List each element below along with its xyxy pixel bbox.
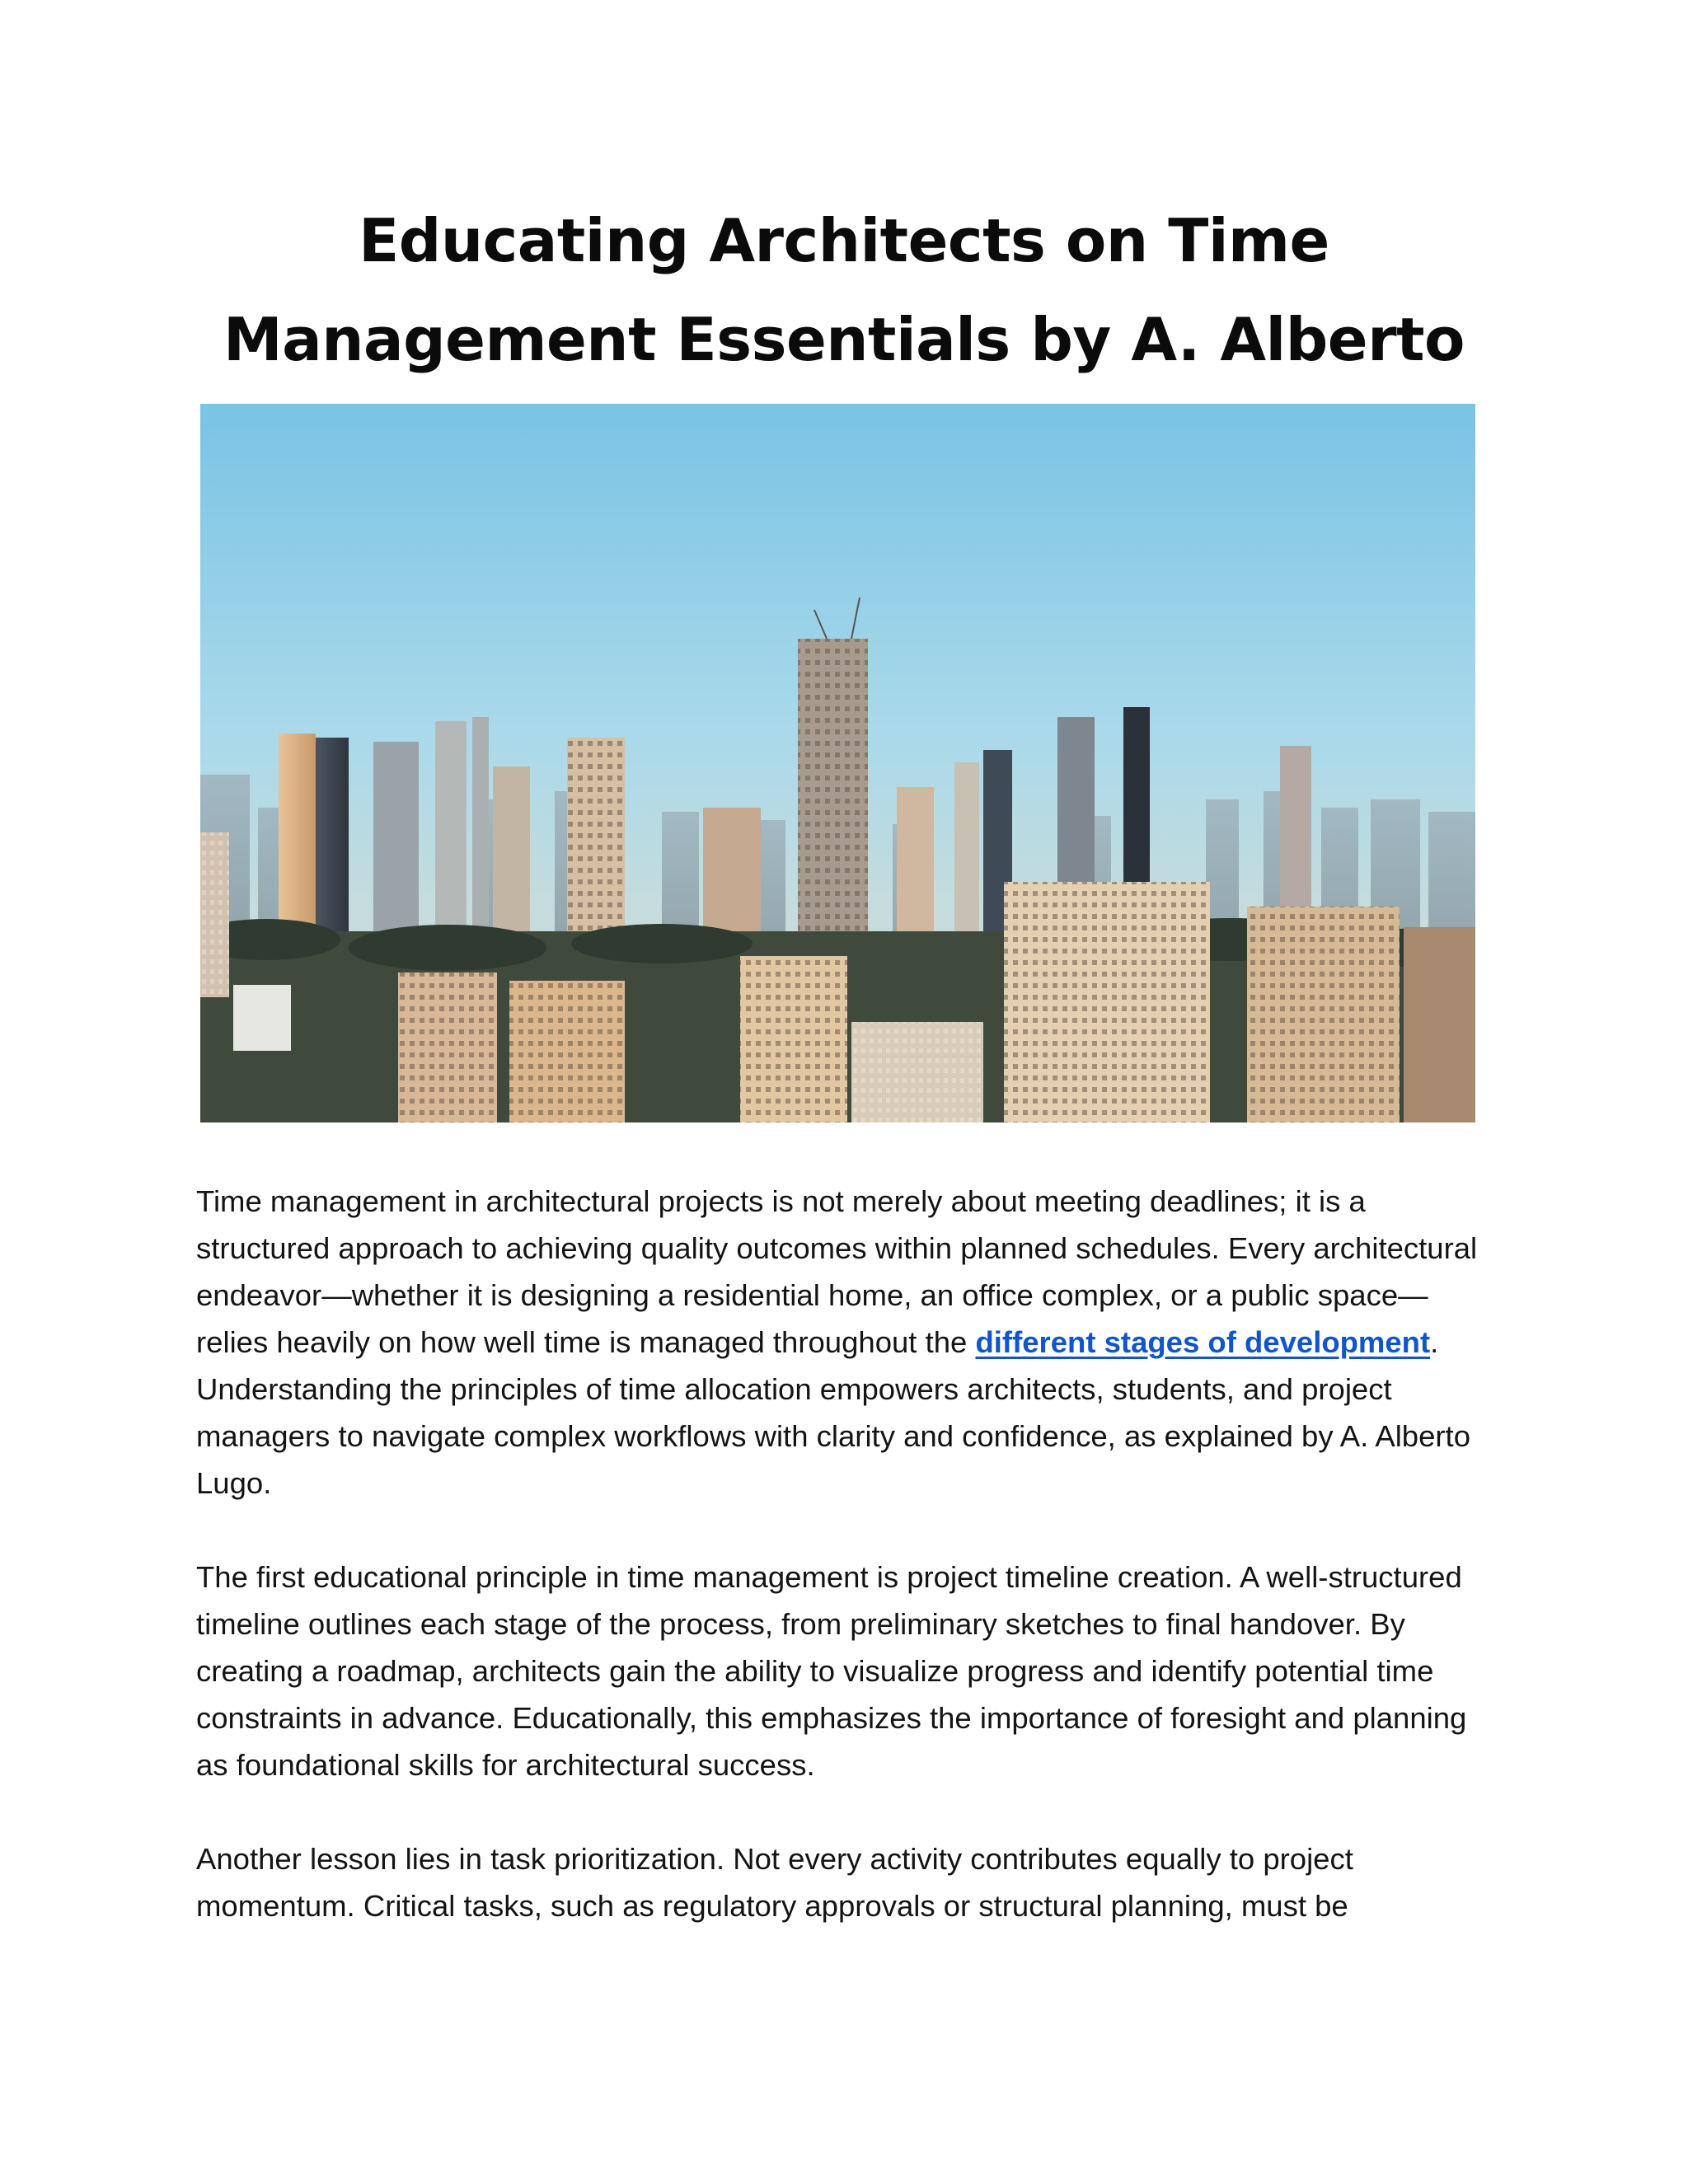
page-title: Educating Architects on Time Management Essentials by A. Alberto	[223, 206, 1465, 374]
paragraph-intro-text-before: Time management in architectural projects is not merely about meeting deadlines; it is a structured approach to achieving quality outcomes within planned schedules. Every architectural endeavor—whether it is designing a residential home, an office complex, or a public space—relies heavily on how well time is managed throughout the	[196, 1184, 1478, 1359]
city-skyline-image	[200, 404, 1475, 1122]
paragraph-intro-text-after: . Understanding the principles of time allocation empowers architects, students, and project managers to navigate complex workflows with clarity and confidence, as explained by A. Alberto Lugo.	[196, 1325, 1470, 1500]
paragraph-timeline: The first educational principle in time management is project timeline creation. A well-structured timeline outlines each stage of the process, from preliminary sketches to final handover. By creating a roadmap, architects gain the ability to visualize progress and identify potential time constraints in advance. Educationally, this emphasizes the importance of foresight and planning as foundational skills for architectural success.	[196, 1560, 1467, 1782]
paragraph-intro	[196, 1178, 1490, 1507]
paragraph-prioritization: Another lesson lies in task prioritization. Not every activity contributes equally to project momentum. Critical tasks, such as regulatory approvals or structural planning, must be	[196, 1842, 1353, 1923]
different-stages-of-development-link[interactable]: different stages of development	[975, 1325, 1431, 1359]
